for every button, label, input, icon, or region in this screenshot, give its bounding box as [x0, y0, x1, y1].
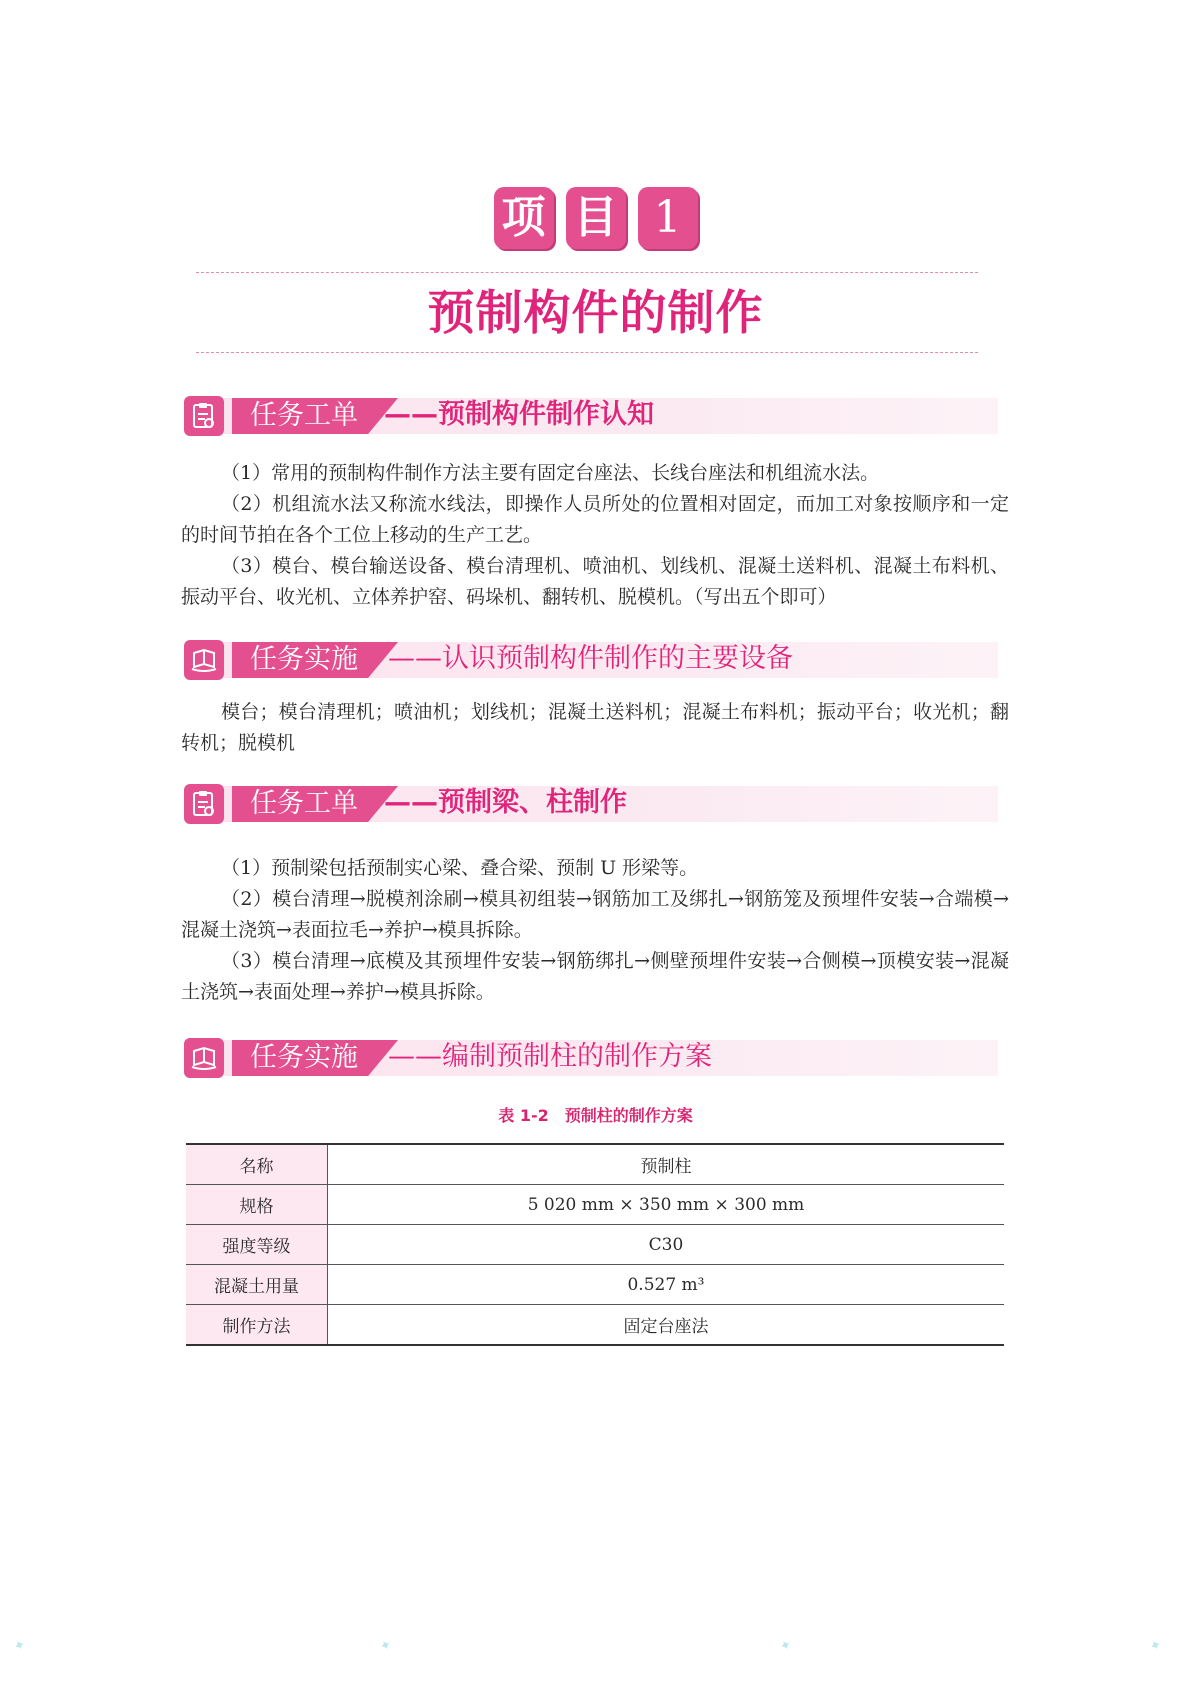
table-value-cell: C30	[328, 1225, 1005, 1265]
watermark-mark: ✦	[777, 1636, 795, 1656]
divider	[196, 272, 978, 273]
paragraph: （1）常用的预制构件制作方法主要有固定台座法、长线台座法和机组流水法。	[221, 462, 880, 484]
watermark-mark: ✦	[11, 1636, 29, 1656]
watermark-mark: ✦	[377, 1636, 395, 1656]
section-header-task-implement-2	[184, 1034, 998, 1080]
table-row	[186, 1305, 1004, 1346]
section-subtitle: ——预制构件制作认知	[384, 399, 654, 430]
table-label-cell: 名称	[186, 1144, 328, 1185]
table-label-cell: 混凝土用量	[186, 1265, 328, 1305]
project-badge	[0, 187, 1191, 249]
clipboard-icon	[184, 396, 224, 436]
section-header-task-order-2	[184, 780, 998, 826]
section-tab-label: 任务工单	[250, 400, 358, 431]
section-tab-label: 任务实施	[250, 644, 358, 675]
table-row	[186, 1265, 1004, 1305]
book-hand-icon	[184, 640, 224, 680]
table-label-cell: 强度等级	[186, 1225, 328, 1265]
project-char: 项	[494, 187, 554, 249]
paragraph: （2）机组流水法又称流水线法，即操作人员所处的位置相对固定，而加工对象按顺序和一定的时间节拍在各个工位上移动的生产工艺。	[181, 493, 1009, 546]
divider	[196, 352, 978, 353]
table-label-cell: 规格	[186, 1185, 328, 1225]
section-subtitle: ——编制预制柱的制作方案	[388, 1041, 712, 1072]
chapter-title: 预制构件的制作	[427, 286, 764, 341]
section3-body	[181, 853, 1009, 1008]
paragraph: （3）模台清理→底模及其预埋件安装→钢筋绑扎→侧壁预埋件安装→合侧模→顶模安装→混凝土浇筑→表面处理→养护→模具拆除。	[181, 950, 1009, 1003]
section-subtitle: ——认识预制构件制作的主要设备	[388, 643, 793, 674]
table-value-cell: 预制柱	[328, 1144, 1005, 1185]
section-tab-label: 任务实施	[250, 1042, 358, 1073]
section-header-task-implement-1	[184, 636, 998, 682]
table-row	[186, 1225, 1004, 1265]
spec-table	[186, 1143, 1004, 1346]
section-subtitle: ——预制梁、柱制作	[384, 787, 627, 818]
paragraph: （3）模台、模台输送设备、模台清理机、喷油机、划线机、混凝土送料机、混凝土布料机、振动平台、收光机、立体养护窑、码垛机、翻转机、脱模机。（写出五个即可）	[181, 555, 1009, 608]
table-label-cell: 制作方法	[186, 1305, 328, 1346]
paragraph: （2）模台清理→脱模剂涂刷→模具初组装→钢筋加工及绑扎→钢筋笼及预埋件安装→合端模→混凝土浇筑→表面拉毛→养护→模具拆除。	[181, 888, 1009, 941]
project-char: 目	[566, 187, 626, 249]
section-header-task-order-1	[184, 392, 998, 438]
table-value-cell: 0.527 m³	[328, 1265, 1005, 1305]
book-hand-icon	[184, 1038, 224, 1078]
table-caption: 表 1-2 预制柱的制作方案	[498, 1106, 693, 1125]
section1-body	[181, 458, 1009, 613]
project-number: 1	[638, 187, 698, 249]
table-value-cell: 5 020 mm × 350 mm × 300 mm	[328, 1185, 1005, 1225]
clipboard-icon	[184, 784, 224, 824]
paragraph: 模台；模台清理机；喷油机；划线机；混凝土送料机；混凝土布料机；振动平台；收光机；翻转机；脱模机	[181, 701, 1009, 754]
table-row	[186, 1185, 1004, 1225]
section-tab-label: 任务工单	[250, 788, 358, 819]
section2-body	[181, 697, 1009, 759]
paragraph: （1）预制梁包括预制实心梁、叠合梁、预制 U 形梁等。	[221, 857, 699, 879]
table-row	[186, 1144, 1004, 1185]
table-value-cell: 固定台座法	[623, 1317, 709, 1337]
watermark-mark: ✦	[1147, 1636, 1165, 1656]
